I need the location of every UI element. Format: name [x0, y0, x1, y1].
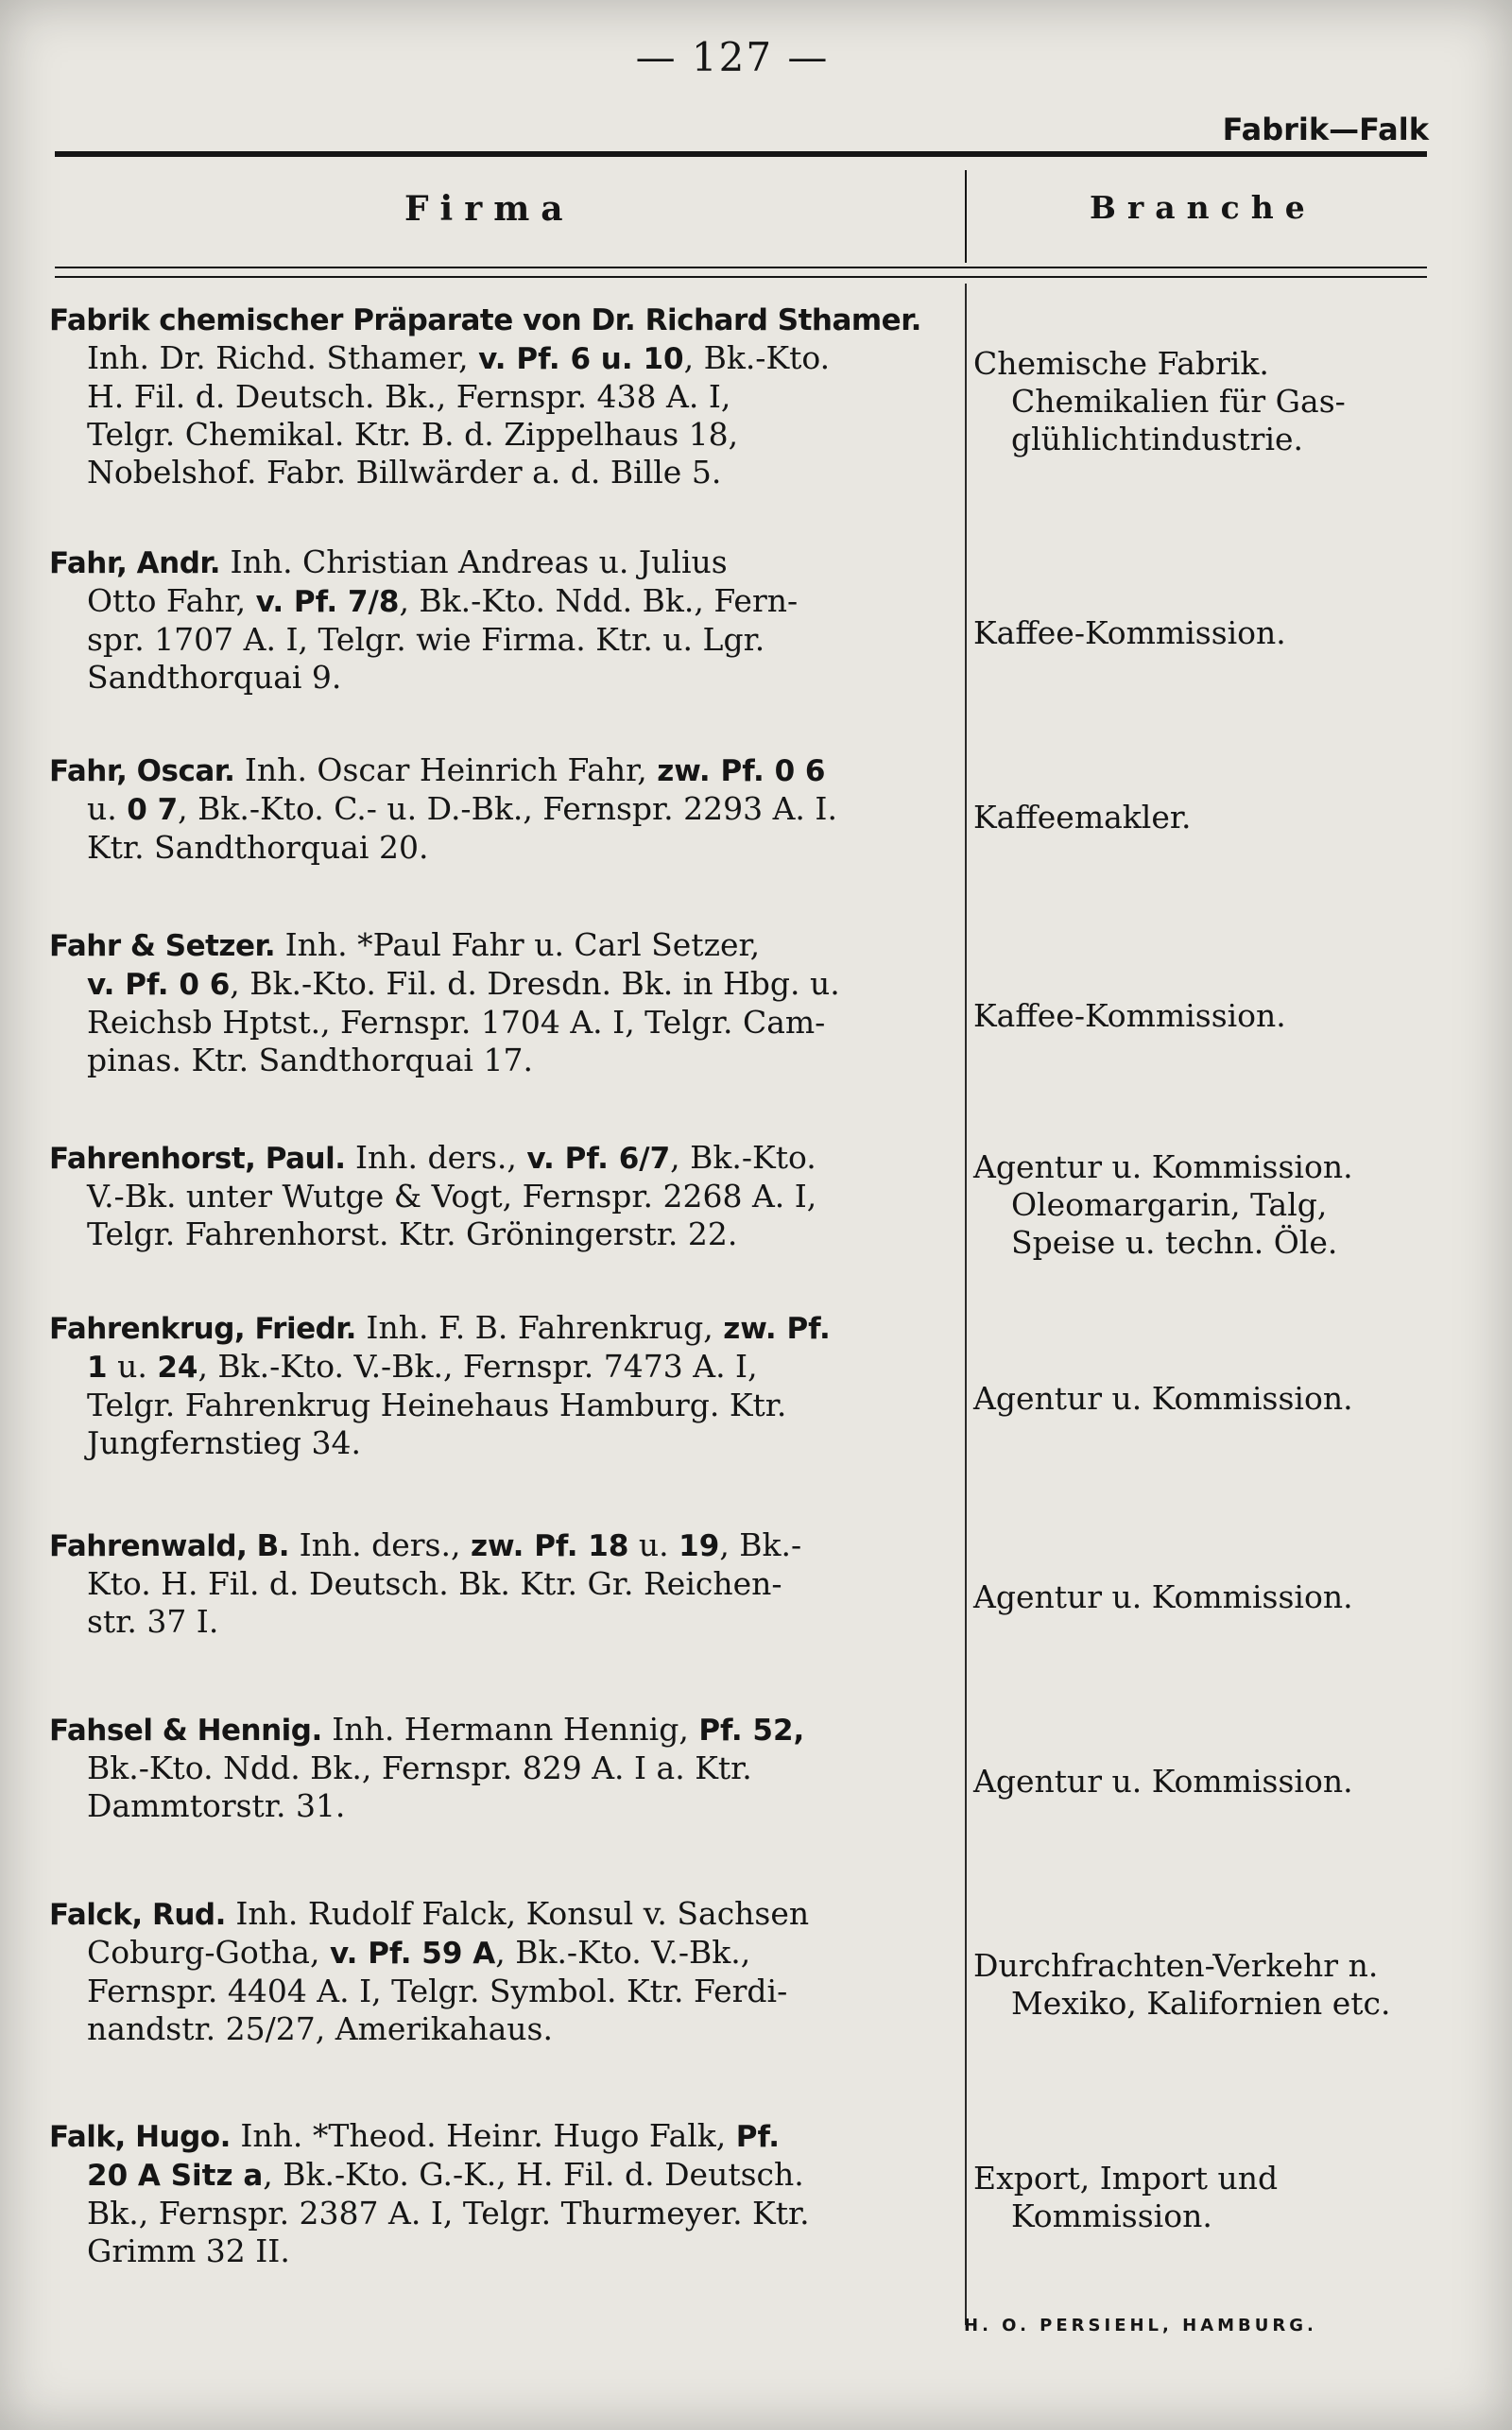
entry-text: Telgr. Fahrenkrug Heinehaus Hamburg. Ktr. — [87, 1387, 787, 1423]
firm-name: Fahr, Oscar. — [49, 754, 235, 788]
entry-text: Inh. F. B. Fahrenkrug, — [355, 1309, 724, 1346]
branche-line: glühlichtindustrie. — [1011, 421, 1304, 457]
entry-line — [49, 1042, 958, 1079]
directory-entry — [49, 926, 958, 1079]
entry-text: , Bk.-Kto. V.-Bk., — [495, 1934, 751, 1971]
entry-line — [49, 1603, 958, 1641]
column-divider — [965, 284, 967, 2325]
column-header-firma: Firma — [404, 189, 575, 229]
entry-first-line — [49, 301, 958, 339]
branche-cell — [973, 799, 1474, 836]
entry-text: Bk.-Kto. Ndd. Bk., Fernspr. 829 A. I a. Ktr. — [87, 1749, 752, 1786]
branche-cell — [973, 1763, 1474, 1801]
entry-text: str. 37 I. — [87, 1603, 219, 1640]
entry-first-line — [49, 1895, 958, 1934]
firm-name: Fahsel & Hennig. — [49, 1714, 322, 1748]
entry-text: Coburg-Gotha, — [87, 1934, 330, 1971]
branche-cell — [973, 1148, 1474, 1262]
entry-line — [49, 339, 958, 378]
postfach-number: v. Pf. 6/7 — [526, 1142, 671, 1176]
entry-text: Jungfernstieg 34. — [87, 1424, 362, 1461]
entry-line — [49, 1973, 958, 2010]
running-head: Fabrik—Falk — [1222, 112, 1429, 147]
branche-cell — [973, 345, 1474, 458]
entry-line — [49, 965, 958, 1004]
directory-entry — [49, 301, 958, 491]
firm-name: Fahrenwald, B. — [49, 1529, 290, 1563]
directory-entry — [49, 1895, 958, 2048]
printer-imprint: H. O. PERSIEHL, HAMBURG. — [964, 2316, 1317, 2335]
firm-name: Fahr & Setzer. — [49, 929, 276, 963]
entry-text: pinas. Ktr. Sandthorquai 17. — [87, 1042, 533, 1078]
entry-text: , Bk.-Kto. — [683, 339, 831, 376]
entry-line — [49, 2010, 958, 2048]
branche-cell — [973, 1578, 1474, 1616]
entry-text: Fernspr. 4404 A. I, Telgr. Symbol. Ktr. Ferdi- — [87, 1973, 788, 2009]
branche-line: Agentur u. Kommission. — [973, 1380, 1353, 1417]
entry-text: Bk., Fernspr. 2387 A. I, Telgr. Thurmeyer. Ktr. — [87, 2195, 810, 2232]
postfach-number: Pf. — [735, 2120, 781, 2154]
branche-line: Oleomargarin, Talg, — [1011, 1186, 1328, 1223]
entry-first-line — [49, 1309, 958, 1348]
entry-line — [49, 2156, 958, 2195]
entry-first-line — [49, 926, 958, 965]
entry-line — [49, 1934, 958, 1973]
directory-entry — [49, 543, 958, 697]
entry-line — [49, 2195, 958, 2232]
entry-line — [49, 1787, 958, 1825]
entry-text: , Bk.-Kto. — [670, 1139, 816, 1176]
branche-line: Kommission. — [1011, 2197, 1212, 2234]
entry-line — [49, 454, 958, 491]
entry-text: , Bk.-Kto. Ndd. Bk., Fern- — [399, 582, 799, 619]
entry-text: Inh. Oscar Heinrich Fahr, — [234, 751, 658, 788]
entry-first-line — [49, 2117, 958, 2156]
postfach-number: 20 A Sitz a — [87, 2159, 264, 2193]
branche-line: Mexiko, Kalifornien etc. — [1011, 1985, 1391, 2022]
entry-line — [49, 1387, 958, 1424]
branche-line: Kaffee-Kommission. — [973, 997, 1286, 1034]
postfach-number: v. Pf. 6 u. 10 — [478, 342, 684, 376]
entry-line — [49, 1215, 958, 1253]
entry-text: u. — [107, 1348, 158, 1385]
firm-name: Fahrenkrug, Friedr. — [49, 1312, 356, 1346]
directory-entry — [49, 2117, 958, 2270]
entry-text: u. — [628, 1526, 679, 1563]
branche-line: Chemikalien für Gas- — [1011, 383, 1346, 420]
entry-text: Ktr. Sandthorquai 20. — [87, 829, 429, 866]
directory-entry — [49, 1711, 958, 1825]
entry-text: Inh. *Theod. Heinr. Hugo Falk, — [230, 2117, 736, 2154]
entry-first-line — [49, 1139, 958, 1178]
branche-line: Agentur u. Kommission. — [973, 1148, 1353, 1185]
entry-text: Inh. Hermann Hennig, — [321, 1711, 699, 1748]
entry-text: Inh. Christian Andreas u. Julius — [220, 543, 728, 580]
directory-entry — [49, 751, 958, 867]
branche-line: Kaffeemakler. — [973, 799, 1192, 836]
entry-line — [49, 2232, 958, 2270]
postfach-number: 24 — [157, 1351, 198, 1385]
branche-cell — [973, 614, 1474, 652]
postfach-number: v. Pf. 7/8 — [255, 585, 400, 619]
entry-text: Inh. ders., — [345, 1139, 527, 1176]
column-header-branche: Branche — [1090, 189, 1316, 226]
branche-line: Agentur u. Kommission. — [973, 1763, 1353, 1800]
entry-line — [49, 659, 958, 697]
entry-first-line — [49, 1526, 958, 1565]
entry-text: Telgr. Fahrenhorst. Ktr. Gröningerstr. 22. — [87, 1215, 738, 1252]
directory-entry — [49, 1526, 958, 1641]
firm-name: Falck, Rud. — [49, 1898, 226, 1932]
branche-line: Speise u. techn. Öle. — [1011, 1224, 1338, 1261]
entry-line — [49, 416, 958, 454]
branche-line: Chemische Fabrik. — [973, 345, 1269, 382]
entry-first-line — [49, 751, 958, 790]
entry-first-line — [49, 1711, 958, 1749]
entry-text: Inh. Dr. Richd. Sthamer, — [87, 339, 479, 376]
entry-text: V.-Bk. unter Wutge & Vogt, Fernspr. 2268 A. I, — [87, 1178, 817, 1215]
postfach-number: v. Pf. 0 6 — [87, 968, 231, 1002]
header-rule-2 — [55, 276, 1427, 278]
entry-text: , Bk.-Kto. Fil. d. Dresdn. Bk. in Hbg. u. — [230, 965, 840, 1002]
column-header-row — [55, 159, 1427, 263]
entry-text: spr. 1707 A. I, Telgr. wie Firma. Ktr. u. Lgr. — [87, 621, 765, 658]
postfach-number: zw. Pf. 0 6 — [657, 754, 826, 788]
entry-text: , Bk.-Kto. G.-K., H. Fil. d. Deutsch. — [263, 2156, 804, 2193]
entry-line — [49, 1348, 958, 1387]
entry-text: u. — [87, 790, 128, 827]
entry-text: Reichsb Hptst., Fernspr. 1704 A. I, Telgr. Cam- — [87, 1004, 826, 1041]
branche-cell — [973, 997, 1474, 1035]
entry-line — [49, 1424, 958, 1462]
postfach-number: zw. Pf. 18 — [470, 1529, 629, 1563]
entry-text: Grimm 32 II. — [87, 2232, 290, 2269]
branche-line: Durchfrachten-Verkehr n. — [973, 1947, 1379, 1984]
directory-entry — [49, 1309, 958, 1462]
entry-line — [49, 1749, 958, 1787]
entry-text: Inh. *Paul Fahr u. Carl Setzer, — [275, 926, 761, 963]
entry-line — [49, 790, 958, 829]
entry-line — [49, 582, 958, 621]
entry-text: Otto Fahr, — [87, 582, 256, 619]
entry-line — [49, 1004, 958, 1042]
entry-text: Kto. H. Fil. d. Deutsch. Bk. Ktr. Gr. Reichen- — [87, 1565, 782, 1602]
entry-text: Telgr. Chemikal. Ktr. B. d. Zippelhaus 18, — [87, 416, 739, 453]
entry-text: nandstr. 25/27, Amerikahaus. — [87, 2010, 553, 2047]
firm-name: Fahr, Andr. — [49, 546, 221, 580]
entry-line — [49, 621, 958, 659]
entry-text: Dammtorstr. 31. — [87, 1787, 346, 1824]
top-rule — [55, 151, 1427, 157]
entry-text: Sandthorquai 9. — [87, 659, 342, 696]
postfach-number: zw. Pf. — [723, 1312, 831, 1346]
entry-line — [49, 1565, 958, 1603]
firm-name: Falk, Hugo. — [49, 2120, 231, 2154]
postfach-number: v. Pf. 59 A — [329, 1937, 496, 1971]
entry-text: , Bk.-Kto. C.- u. D.-Bk., Fernspr. 2293 A. I. — [178, 790, 837, 827]
postfach-number: 0 7 — [127, 793, 179, 827]
postfach-number: 19 — [679, 1529, 720, 1563]
entry-first-line — [49, 543, 958, 582]
entry-text: , Bk.-Kto. V.-Bk., Fernspr. 7473 A. I, — [198, 1348, 758, 1385]
entry-line — [49, 378, 958, 416]
entry-line — [49, 829, 958, 867]
postfach-number: Pf. 52, — [698, 1714, 805, 1748]
entry-text: Inh. Rudolf Falck, Konsul v. Sachsen — [225, 1895, 810, 1932]
branche-line: Export, Import und — [973, 2160, 1279, 2197]
entry-text: H. Fil. d. Deutsch. Bk., Fernspr. 438 A. I, — [87, 378, 731, 415]
entry-line — [49, 1178, 958, 1215]
entry-text: Inh. ders., — [289, 1526, 471, 1563]
firm-name: Fabrik chemischer Präparate von Dr. Richard Sthamer. — [49, 303, 921, 337]
entry-text: , Bk.- — [719, 1526, 802, 1563]
branche-cell — [973, 2160, 1474, 2235]
entry-text: Nobelshof. Fabr. Billwärder a. d. Bille 5. — [87, 454, 722, 491]
postfach-number: 1 — [87, 1351, 108, 1385]
directory-entry — [49, 1139, 958, 1253]
branche-cell — [973, 1947, 1474, 2023]
branche-line: Agentur u. Kommission. — [973, 1578, 1353, 1615]
branche-cell — [973, 1380, 1474, 1418]
page-number: — 127 — — [635, 34, 830, 80]
branche-line: Kaffee-Kommission. — [973, 614, 1286, 651]
firm-name: Fahrenhorst, Paul. — [49, 1142, 346, 1176]
header-rule-1 — [55, 267, 1427, 268]
